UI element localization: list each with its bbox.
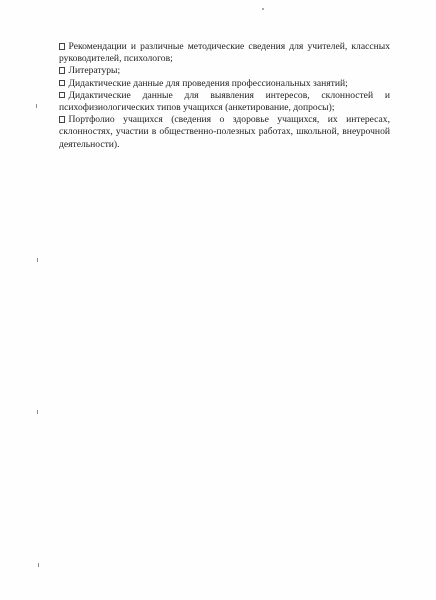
square-bullet-icon bbox=[59, 43, 65, 50]
list-item bbox=[59, 90, 390, 114]
square-bullet-icon bbox=[59, 116, 65, 123]
scan-mark bbox=[37, 258, 38, 262]
list-item bbox=[59, 65, 390, 77]
list-item-text: Рекомендации и различные методические сведения для учителей, классных руководителей, психологов; bbox=[59, 41, 390, 65]
list-item bbox=[59, 114, 390, 151]
list-item-text: Дидактические данные для выявления интересов, склонностей и психофизиологических типов учащихся (анкетирование, допросы); bbox=[59, 89, 390, 114]
bullet-list bbox=[59, 41, 390, 151]
scan-mark bbox=[37, 410, 38, 414]
scan-mark bbox=[38, 563, 39, 567]
scan-mark bbox=[36, 104, 37, 108]
list-item bbox=[59, 78, 390, 90]
square-bullet-icon bbox=[59, 92, 65, 99]
list-item bbox=[59, 41, 390, 65]
square-bullet-icon bbox=[59, 67, 65, 74]
list-item-text: Литературы; bbox=[68, 65, 121, 77]
square-bullet-icon bbox=[59, 80, 65, 87]
scan-speck bbox=[262, 8, 264, 10]
list-item-text: Портфолио учащихся (сведения о здоровье учащихся, их интересах, склонностях, участии в общественно-полезных работах, школьной, внеурочной деятельности). bbox=[59, 114, 390, 150]
list-item-text: Дидактические данные для проведения профессиональных занятий; bbox=[68, 77, 348, 89]
